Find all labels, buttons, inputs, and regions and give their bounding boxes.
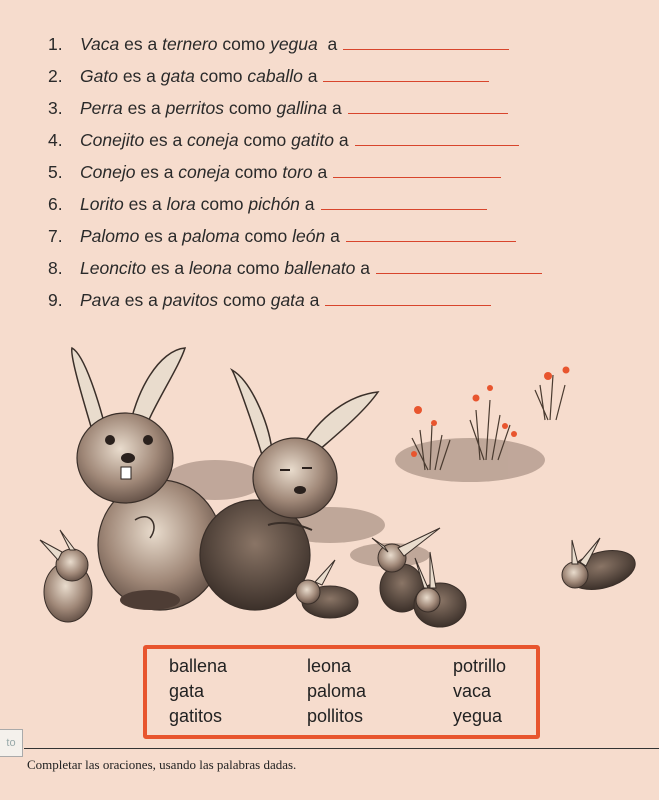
term-b: perritos — [165, 98, 224, 118]
term-c: caballo — [247, 66, 303, 86]
term-a: Gato — [80, 66, 118, 86]
term-b: lora — [166, 194, 196, 214]
connector: es a — [127, 98, 161, 118]
word-bank-item: leona — [307, 656, 352, 676]
connector: como — [222, 34, 266, 54]
term-a: Perra — [80, 98, 123, 118]
term-a: Palomo — [80, 226, 140, 246]
term-a: Leoncito — [80, 258, 147, 278]
exercise-item — [48, 290, 491, 312]
term-c: gata — [270, 290, 305, 310]
connector: es a — [122, 66, 156, 86]
answer-blank[interactable] — [355, 131, 519, 146]
connector: es a — [124, 34, 158, 54]
connector: es a — [128, 194, 162, 214]
term-b: gata — [160, 66, 195, 86]
answer-blank[interactable] — [346, 227, 516, 242]
word-bank-item: ballena — [169, 656, 228, 676]
word-bank-item: pollitos — [307, 706, 364, 726]
answer-blank[interactable] — [348, 99, 508, 114]
footer-divider — [24, 748, 659, 749]
item-number: 3. — [48, 98, 63, 118]
connector: es a — [151, 258, 185, 278]
term-a: Pava — [80, 290, 120, 310]
word-bank-item: yegua — [453, 706, 503, 726]
answer-blank[interactable] — [376, 259, 542, 274]
term-c: toro — [282, 162, 313, 182]
rabbit-family-illustration — [0, 330, 659, 640]
connector: como — [234, 162, 278, 182]
connector: a — [327, 34, 338, 54]
term-a: Conejito — [80, 130, 145, 150]
connector: como — [236, 258, 280, 278]
term-a: Conejo — [80, 162, 136, 182]
term-b: coneja — [187, 130, 239, 150]
item-number: 2. — [48, 66, 63, 86]
item-number: 8. — [48, 258, 63, 278]
connector: a — [330, 226, 340, 246]
word-bank — [143, 645, 540, 739]
connector: a — [304, 194, 315, 214]
connector: a — [309, 290, 320, 310]
word-bank-item: potrillo — [453, 656, 507, 676]
connector: como — [199, 66, 243, 86]
answer-blank[interactable] — [343, 35, 509, 50]
word-bank-item: gatitos — [169, 706, 223, 726]
word-bank-item: vaca — [453, 681, 492, 701]
exercise-item — [48, 130, 519, 152]
answer-blank[interactable] — [323, 67, 489, 82]
item-number: 1. — [48, 34, 63, 54]
term-b: leona — [189, 258, 232, 278]
term-a: Vaca — [80, 34, 120, 54]
word-bank-item: paloma — [307, 681, 367, 701]
connector: es a — [140, 162, 174, 182]
exercise-item — [48, 162, 501, 184]
connector: a — [332, 98, 342, 118]
connector: es a — [124, 290, 158, 310]
connector: como — [243, 130, 287, 150]
exercise-item — [48, 226, 516, 248]
exercise-item — [48, 98, 508, 120]
answer-blank[interactable] — [325, 291, 491, 306]
term-c: yegua — [270, 34, 318, 54]
instruction-text: Completar las oraciones, usando las palabras dadas. — [27, 757, 297, 772]
term-c: gallina — [276, 98, 328, 118]
term-b: coneja — [178, 162, 230, 182]
connector: es a — [144, 226, 178, 246]
item-number: 7. — [48, 226, 63, 246]
answer-blank[interactable] — [333, 163, 501, 178]
answer-blank[interactable] — [321, 195, 487, 210]
connector: a — [338, 130, 349, 150]
term-b: pavitos — [162, 290, 219, 310]
term-c: león — [292, 226, 326, 246]
item-number: 6. — [48, 194, 63, 214]
connector: es a — [149, 130, 183, 150]
item-number: 9. — [48, 290, 63, 310]
exercise-item — [48, 34, 509, 56]
item-number: 4. — [48, 130, 63, 150]
connector: a — [307, 66, 318, 86]
term-c: pichón — [248, 194, 300, 214]
term-c: gatito — [291, 130, 334, 150]
bunny-right-low — [414, 552, 466, 627]
connector: como — [200, 194, 244, 214]
exercise-item — [48, 66, 489, 88]
page-tab: to — [0, 729, 23, 757]
term-b: ternero — [162, 34, 218, 54]
connector: a — [317, 162, 328, 182]
connector: como — [228, 98, 272, 118]
term-b: paloma — [182, 226, 240, 246]
word-bank-item: gata — [169, 681, 205, 701]
bunny-hopping — [562, 538, 640, 596]
exercise-item — [48, 194, 487, 216]
term-a: Lorito — [80, 194, 124, 214]
exercise-item — [48, 258, 542, 280]
bunny-left — [40, 530, 92, 622]
term-c: ballenato — [284, 258, 356, 278]
connector: como — [223, 290, 266, 310]
connector: como — [244, 226, 288, 246]
item-number: 5. — [48, 162, 63, 182]
connector: a — [360, 258, 371, 278]
